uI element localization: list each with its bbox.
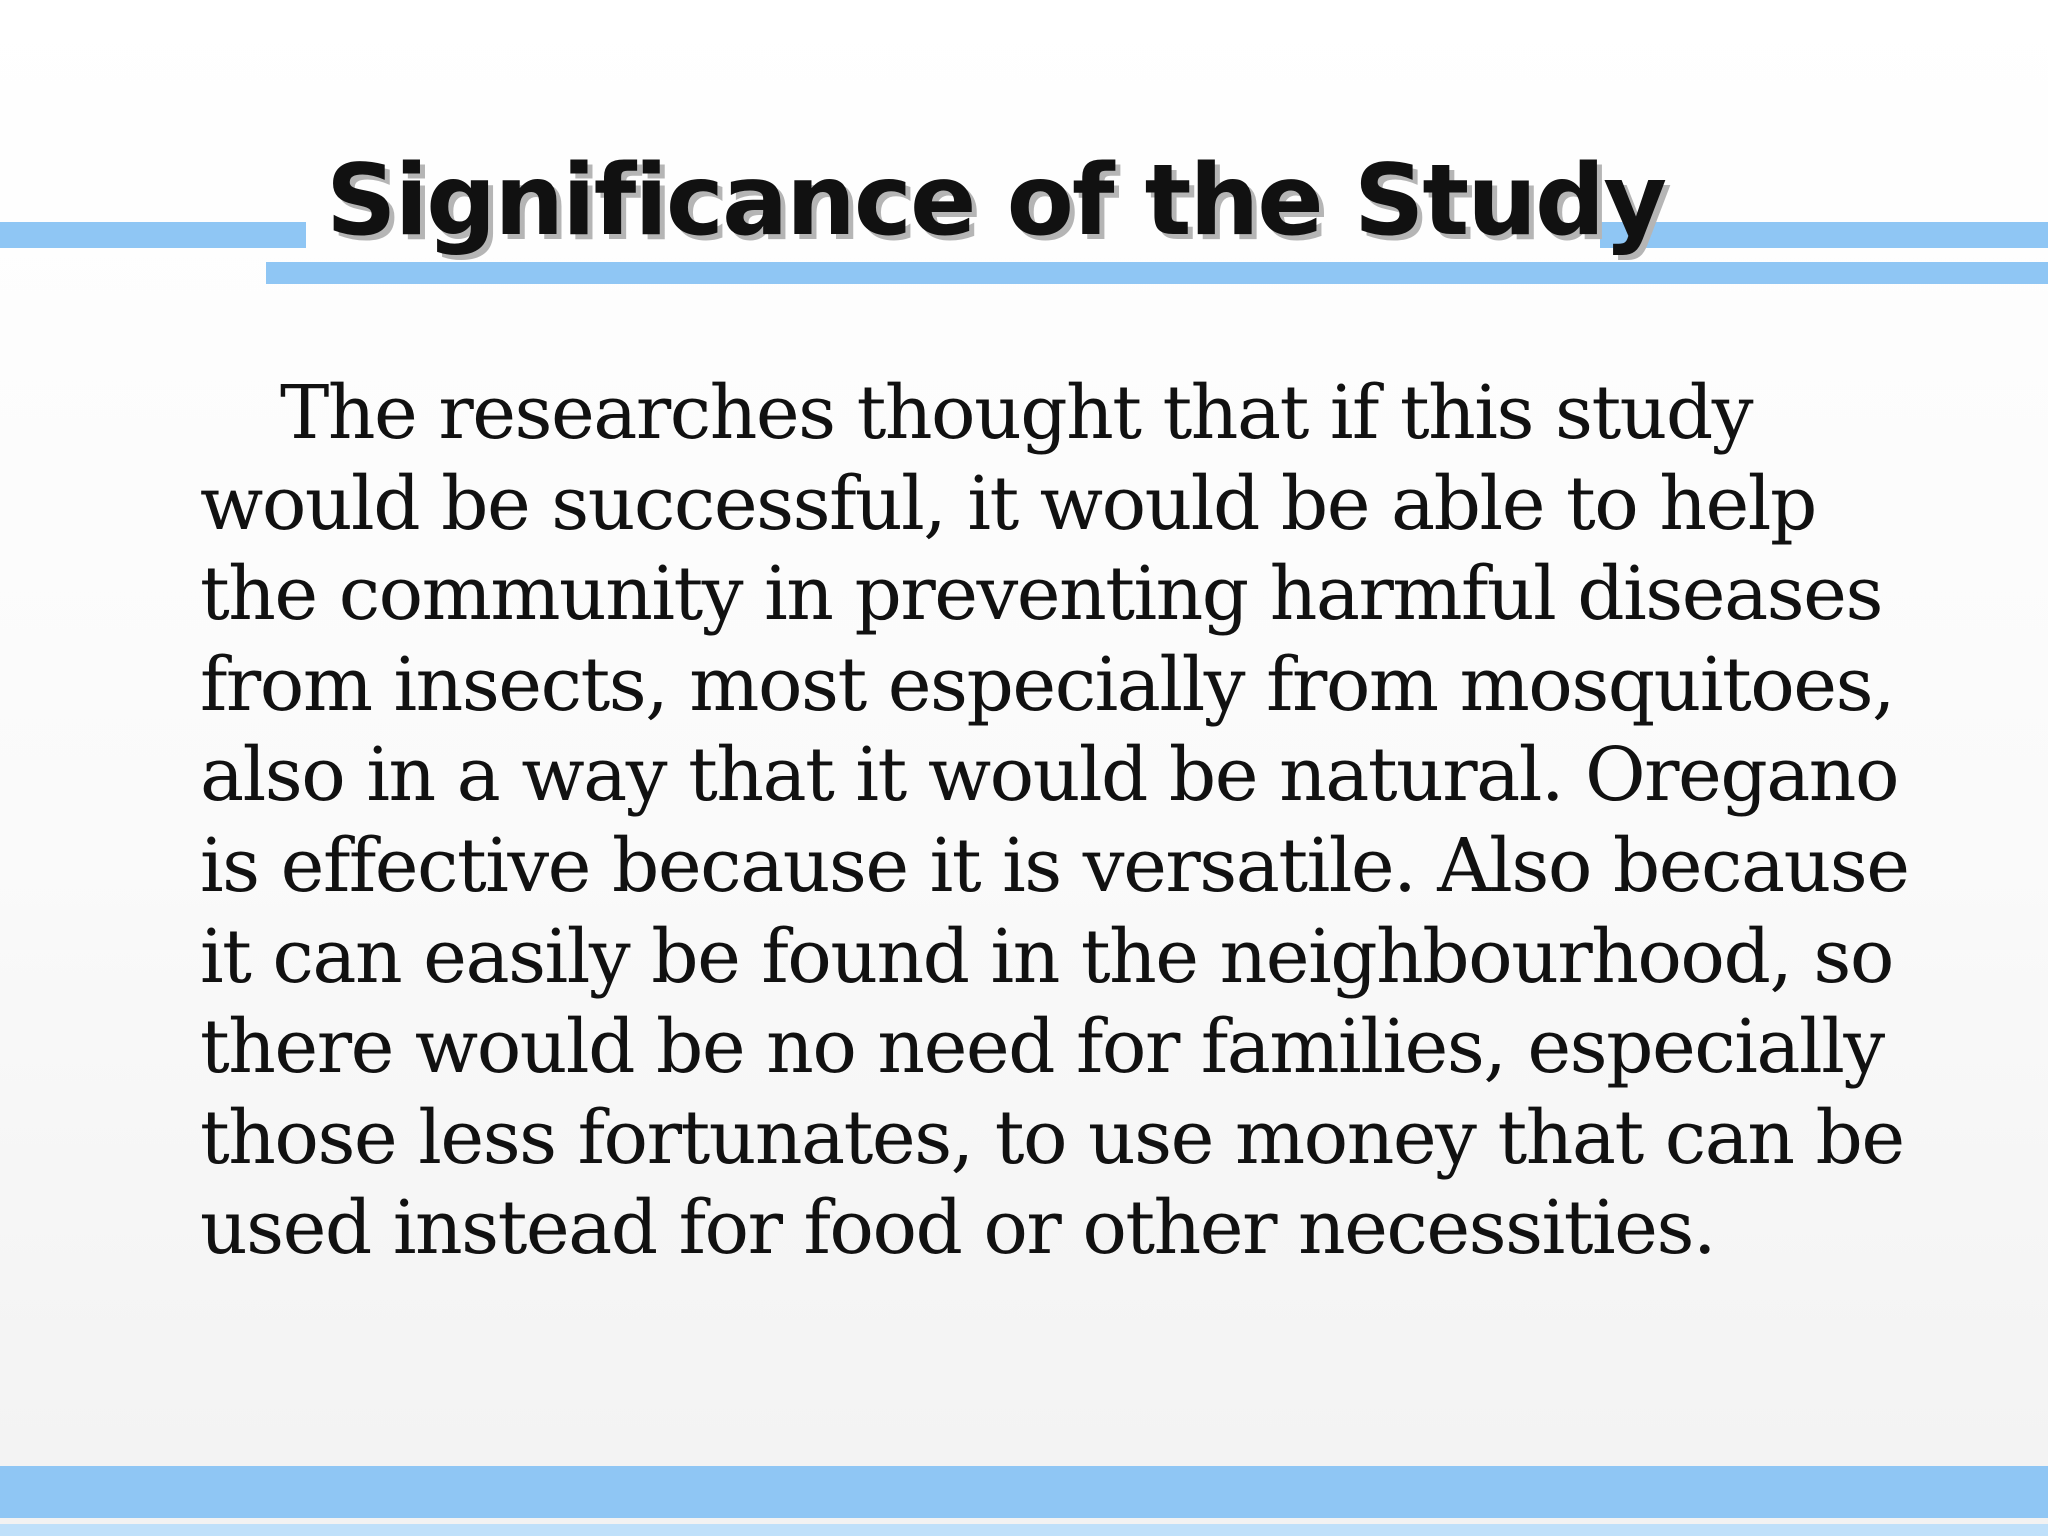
footer-accent-bar xyxy=(0,1466,2048,1518)
title-accent-bar-right xyxy=(1600,222,2048,248)
footer-accent-line xyxy=(0,1524,2048,1536)
slide-body-text: The researches thought that if this study would be successful, it would be able to help the community in preventing harmful diseases from insects, most especially from mosquitoes, also in a way that it would be natural. Oregano is effective because it is versatile. Also because it can easily be found in the neighbourhood, so there would be no need for families, especially those less fortunates, to use money that can be used instead for food or other necessities. xyxy=(200,370,1909,1272)
title-accent-bar-left xyxy=(0,222,306,248)
slide-title: Significance of the Study xyxy=(326,144,1666,258)
